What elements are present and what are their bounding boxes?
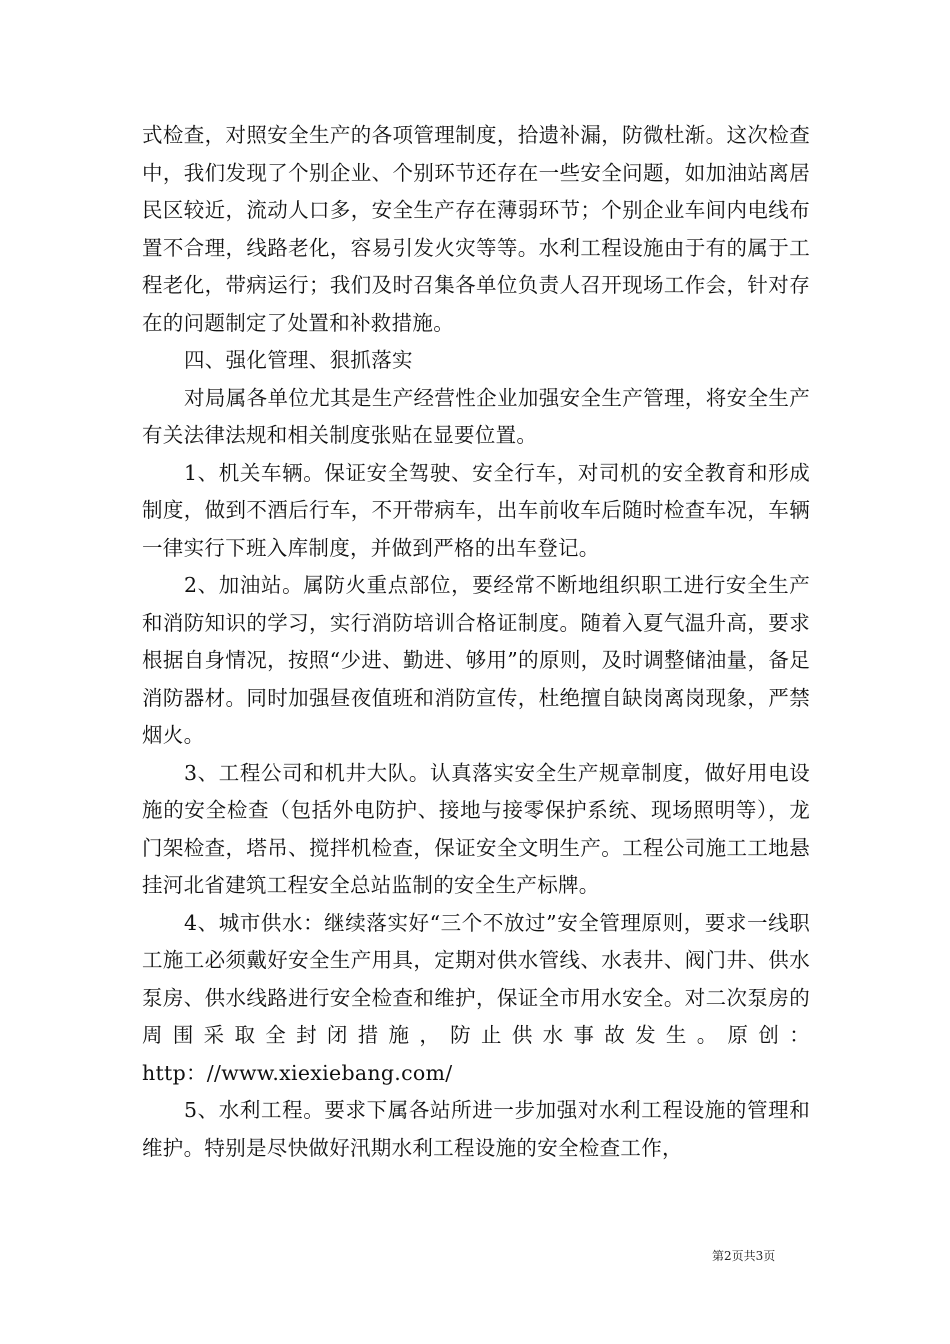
- paragraph-unit-management: 对局属各单位尤其是生产经营性企业加强安全生产管理，将安全生产有关法律法规和相关制度张贴在显要位置。: [142, 385, 810, 447]
- paragraph-item-gas-station: 2、加油站。属防火重点部位，要经常不断地组织职工进行安全生产和消防知识的学习，实行消防培训合格证制度。随着入夏气温升高，要求根据自身情况，按照“少进、勤进、够用”的原则，及时调整储油量，备足消防器材。同时加强昼夜值班和消防宣传，杜绝擅自缺岗离岗现象，严禁烟火。: [142, 573, 810, 747]
- paragraph-item-engineering-company: 3、工程公司和机井大队。认真落实安全生产规章制度，做好用电设施的安全检查（包括外电防护、接地与接零保护系统、现场照明等），龙门架检查，塔吊、搅拌机检查，保证安全文明生产。工程公司施工工地悬挂河北省建筑工程安全总站监制的安全生产标牌。: [142, 760, 810, 897]
- paragraph-inspection-continued: 式检查，对照安全生产的各项管理制度，拾遗补漏，防微杜渐。这次检查中，我们发现了个别企业、个别环节还存在一些安全问题，如加油站离居民区较近，流动人口多，安全生产存在薄弱环节；个别企业车间内电线布置不合理，线路老化，容易引发火灾等等。水利工程设施由于有的属于工程老化，带病运行；我们及时召集各单位负责人召开现场工作会，针对存在的问题制定了处置和补救措施。: [142, 123, 810, 335]
- paragraph-item-vehicles: 1、机关车辆。保证安全驾驶、安全行车，对司机的安全教育和形成制度，做到不酒后行车，不开带病车，出车前收车后随时检查车况，车辆一律实行下班入库制度，并做到严格的出车登记。: [142, 460, 810, 560]
- paragraph-item-water-conservancy: 5、水利工程。要求下属各站所进一步加强对水利工程设施的管理和维护。特别是尽快做好汛期水利工程设施的安全检查工作，: [142, 1098, 810, 1160]
- section-heading-strengthen-management: 四、强化管理、狠抓落实: [184, 348, 413, 372]
- page-number-footer: 第2页共3页: [712, 1249, 776, 1263]
- document-body: [142, 117, 810, 1167]
- paragraph-item-water-supply: 4、城市供水：继续落实好“三个不放过”安全管理原则，要求一线职工施工必须戴好安全生产用具，定期对供水管线、水表井、阀门井、供水泵房、供水线路进行安全检查和维护，保证全市用水安全。对二次泵房的周围采取全封闭措施，防止供水事故发生。原创：http：//www.xiexiebang.com/: [142, 910, 810, 1085]
